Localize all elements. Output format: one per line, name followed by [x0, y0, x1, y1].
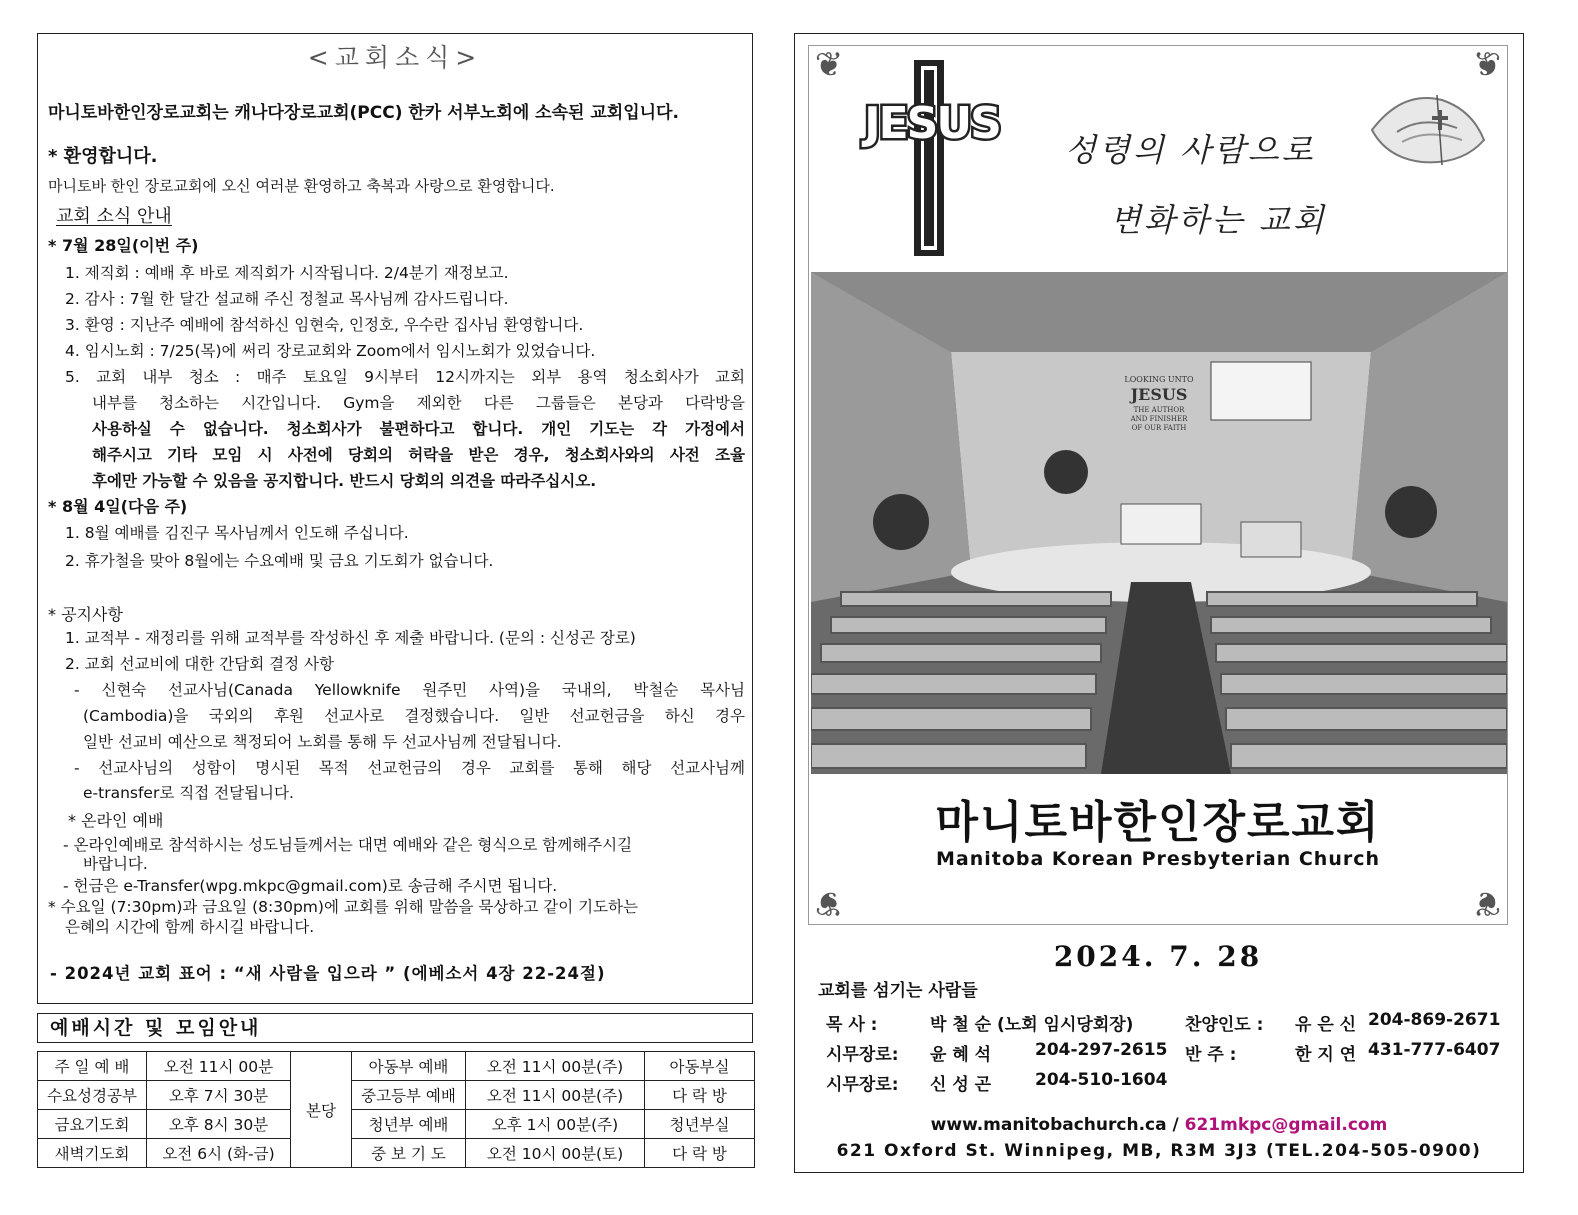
schedule-name: 주 일 예 배 [38, 1052, 147, 1081]
schedule-name: 아동부 예배 [352, 1052, 466, 1081]
schedule-place: 다 락 방 [645, 1139, 755, 1168]
notice-heading: * 공지사항 [48, 605, 123, 624]
online-item-cont: 바랍니다. [83, 855, 148, 873]
notice-item-cont: - 선교사님의 성함이 명시된 목적 선교헌금의 경우 교회를 통해 해당 선교사님께 [74, 759, 745, 777]
this-week-item: 4. 임시노회 : 7/25(목)에 써리 장로교회와 Zoom에서 임시노회가 있었습니다. [65, 342, 596, 360]
this-week-item: 1. 제직회 : 예배 후 바로 제직회가 시작됩니다. 2/4분기 재정보고. [65, 264, 509, 282]
staff-role: 시무장로: [826, 1045, 899, 1065]
logo-text: JESUS [864, 98, 1000, 149]
schedule-place-main: 본당 [291, 1052, 352, 1168]
this-week-item: 3. 환영 : 지난주 예배에 참석하신 임현숙, 인정호, 우수란 집사님 환영합니다. [65, 316, 584, 334]
schedule-time: 오후 1시 00분(주) [466, 1110, 645, 1139]
next-week-item: 1. 8월 예배를 김진구 목사님께서 인도해 주십니다. [65, 524, 409, 542]
table-row [38, 1081, 755, 1110]
ornament-icon: ❦ [814, 883, 844, 923]
notice-item: 2. 교회 선교비에 대한 간담회 결정 사항 [65, 655, 334, 673]
church-name-english: Manitoba Korean Presbyterian Church [935, 848, 1381, 870]
staff-role: 시무장로: [826, 1075, 899, 1095]
slogan-line-1: 성령의 사람으로 [1065, 131, 1316, 169]
welcome-heading: * 환영합니다. [48, 146, 158, 167]
notice-item-cont: e-transfer로 직접 전달됩니다. [83, 784, 294, 802]
this-week-item-cont: 사용하실 수 없습니다. 청소회사가 불편하다고 합니다. 개인 기도는 각 가정에서 [92, 420, 745, 438]
schedule-time: 오후 7시 30분 [147, 1081, 291, 1110]
church-motto: - 2024년 교회 표어 : “새 사람을 입으라 ” (에베소서 4장 22-24절) [50, 964, 606, 983]
staff-role: 찬양인도 : [1185, 1015, 1264, 1035]
ornament-icon: ❦ [1472, 883, 1502, 923]
schedule-name: 중고등부 예배 [352, 1081, 466, 1110]
sign-text: OF OUR FAITH [1131, 424, 1187, 432]
schedule-place: 다 락 방 [645, 1081, 755, 1110]
next-week-item: 2. 휴가철을 맞아 8월에는 수요예배 및 금요 기도회가 없습니다. [65, 552, 494, 570]
staff-heading: 교회를 섬기는 사람들 [818, 981, 978, 1001]
ornament-icon: ❦ [1472, 45, 1502, 85]
staff-phone: 431-777-6407 [1368, 1040, 1501, 1060]
online-heading: * 온라인 예배 [68, 811, 164, 830]
link-separator: / [1166, 1115, 1185, 1135]
schedule-time: 오후 8시 30분 [147, 1110, 291, 1139]
schedule-name: 수요성경공부 [38, 1081, 147, 1110]
church-address: 621 Oxford St. Winnipeg, MB, R3M 3J3 (TEL.204-505-0900) [836, 1141, 1482, 1161]
online-item: - 온라인예배로 참석하시는 성도님들께서는 대면 예배와 같은 형식으로 함께해주시길 [63, 836, 633, 854]
schedule-time: 오전 11시 00분(주) [466, 1052, 645, 1081]
church-intro: 마니토바한인장로교회는 캐나다장로교회(PCC) 한카 서부노회에 소속된 교회입니다. [48, 103, 679, 123]
this-week-item: 2. 감사 : 7월 한 달간 설교해 주신 정철교 목사님께 감사드립니다. [65, 290, 509, 308]
sanctuary-photo [811, 272, 1507, 774]
church-news-panel [37, 33, 753, 1004]
prayer-notice: * 수요일 (7:30pm)과 금요일 (8:30pm)에 교회를 위해 말씀을 묵상하고 같이 기도하는 [48, 898, 638, 916]
schedule-name: 중 보 기 도 [352, 1139, 466, 1168]
this-week-item-cont: 내부를 청소하는 시간입니다. Gym을 제외한 다른 그룹들은 본당과 다락방을 [92, 394, 745, 412]
staff-role: 목 사 : [826, 1015, 878, 1035]
staff-role: 반 주 : [1185, 1045, 1237, 1065]
this-week-item-cont: 후에만 가능할 수 있음을 공지합니다. 반드시 당회의 의견을 따라주십시오. [92, 472, 597, 490]
staff-phone: 204-510-1604 [1035, 1070, 1168, 1090]
table-row [38, 1139, 755, 1168]
praying-hands-icon [1362, 70, 1492, 175]
staff-name: 한 지 연 [1295, 1045, 1357, 1065]
ornament-icon: ❦ [814, 45, 844, 85]
contact-links [794, 1115, 1524, 1135]
notice-item-cont: (Cambodia)을 국외의 후원 선교사로 결정했습니다. 일반 선교헌금을 하신 경우 [83, 707, 745, 725]
staff-name: 박 철 순 (노회 임시당회장) [930, 1015, 1134, 1035]
sign-text: JESUS [1130, 385, 1188, 404]
sign-text: LOOKING UNTO [1124, 375, 1194, 384]
welcome-text: 마니토바 한인 장로교회에 오신 여러분 환영하고 축복과 사랑으로 환영합니다. [48, 177, 555, 195]
sign-text: THE AUTHOR [1133, 406, 1185, 414]
table-row [38, 1052, 755, 1081]
staff-phone: 204-297-2615 [1035, 1040, 1168, 1060]
schedule-time: 오전 6시 (화-금) [147, 1139, 291, 1168]
schedule-place: 청년부실 [645, 1110, 755, 1139]
news-title: <교회소식> [307, 43, 483, 72]
church-name-korean: 마니토바한인장로교회 [935, 797, 1381, 848]
schedule-time: 오전 11시 00분 [147, 1052, 291, 1081]
website-link[interactable]: www.manitobachurch.ca [930, 1115, 1167, 1135]
schedule-name: 청년부 예배 [352, 1110, 466, 1139]
this-week-item-cont: 해주시고 기타 모임 시 사전에 당회의 허락을 받은 경우, 청소회사와의 사전 조율 [92, 446, 745, 464]
schedule-title: 예배시간 및 모임안내 [37, 1013, 753, 1043]
schedule-time: 오전 11시 00분(주) [466, 1081, 645, 1110]
staff-name: 윤 혜 석 [930, 1045, 992, 1065]
schedule-time: 오전 10시 00분(토) [466, 1139, 645, 1168]
staff-phone: 204-869-2671 [1368, 1010, 1501, 1030]
slogan-line-2: 변화하는 교회 [1110, 201, 1327, 239]
jesus-cross-logo [852, 60, 1012, 256]
notice-item-cont: - 신현숙 선교사님(Canada Yellowknife 원주민 사역)을 국내의, 박철순 목사님 [74, 681, 745, 699]
notice-item-cont: 일반 선교비 예산으로 책정되어 노회를 통해 두 선교사님께 전달됩니다. [83, 733, 562, 751]
next-week-heading: * 8월 4일(다음 주) [48, 497, 188, 516]
this-week-item: 5. 교회 내부 청소 : 매주 토요일 9시부터 12시까지는 외부 용역 청소회사가 교회 [65, 368, 745, 386]
online-item: - 헌금은 e-Transfer(wpg.mkpc@gmail.com)로 송금해 주시면 됩니다. [63, 877, 558, 895]
notice-item: 1. 교적부 - 재정리를 위해 교적부를 작성하신 후 제출 바랍니다. (문의 : 신성곤 장로) [65, 629, 636, 647]
email-link[interactable]: 621mkpc@gmail.com [1184, 1115, 1388, 1135]
this-week-heading: * 7월 28일(이번 주) [48, 236, 199, 255]
sign-text: AND FINISHER [1130, 415, 1188, 423]
prayer-notice-cont: 은혜의 시간에 함께 하시길 바랍니다. [65, 918, 315, 936]
table-row [38, 1110, 755, 1139]
schedule-table [37, 1051, 755, 1168]
schedule-place: 아동부실 [645, 1052, 755, 1081]
guide-heading: 교회 소식 안내 [56, 206, 172, 227]
schedule-name: 금요기도회 [38, 1110, 147, 1139]
staff-name: 신 성 곤 [930, 1075, 992, 1095]
schedule-name: 새벽기도회 [38, 1139, 147, 1168]
bulletin-date: 2024. 7. 28 [1053, 940, 1263, 973]
staff-name: 유 은 신 [1295, 1015, 1357, 1035]
